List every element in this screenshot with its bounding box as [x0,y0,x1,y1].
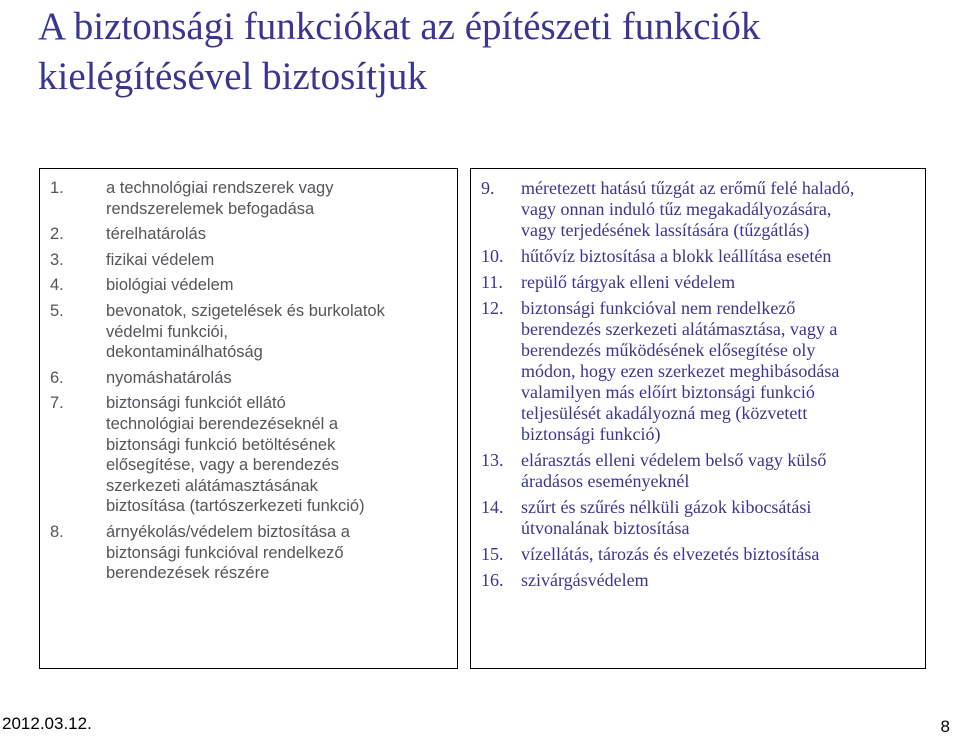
list-item-number: 11. [481,272,503,292]
list-item-line: módon, hogy ezen szerkezet meghibásodása [521,361,840,381]
list-item [50,522,385,584]
list-item-line: elárasztás elleni védelem belső vagy külső [521,450,827,470]
list-item-line: repülő tárgyak elleni védelem [521,272,736,292]
footer-date: 2012.03.12. [2,714,92,733]
list-item-number: 3. [50,250,64,269]
list-item-line: méretezett hatású tűzgát az erőmű felé haladó, [521,178,855,198]
list-item-line: szerkezeti alátámasztásának [106,476,318,495]
list-item-line: nyomáshatárolás [106,368,232,387]
list-item-line: biztonsági funkció) [521,424,661,444]
list-item-line: biológiai védelem [106,276,234,295]
list-item-line: biztonsági funkció betöltésének [106,435,336,454]
list-item-number: 1. [50,179,64,197]
list-item-text [106,275,385,296]
list-item-line: bevonatok, szigetelések és burkolatok [106,301,385,320]
list-item-line: valamilyen más előírt biztonsági funkció [521,382,815,402]
list-item [50,250,385,271]
slide-title-line: kielégítésével biztosítjuk [38,55,427,98]
list-item-line: szűrt és szűrés nélküli gázok kibocsátási [521,497,812,517]
right-function-list [481,178,854,591]
left-function-list [50,178,385,584]
list-item-line: útvonalának biztosítása [521,518,690,538]
list-item [481,298,854,445]
list-item-line: berendezések részére [106,564,270,583]
list-item-text [521,570,854,591]
list-item-line: szivárgásvédelem [521,570,649,590]
list-item [481,570,854,591]
list-item-line: vagy onnan induló tűz megakadályozására, [521,199,832,219]
list-item-line: a technológiai rendszerek vagy [106,179,334,197]
list-item [481,178,854,241]
list-item-number: 2. [50,225,64,244]
list-item [481,497,854,539]
list-item-line: térelhatárolás [106,225,206,244]
list-item [481,246,854,267]
list-item-line: fizikai védelem [106,250,215,269]
list-item-text [521,298,854,445]
list-item [481,272,854,293]
list-item [481,544,854,565]
slide-title-line: A biztonsági funkciókat az építészeti funkciók [38,5,761,48]
list-item [50,224,385,245]
list-item-text [106,368,385,389]
list-item-text [521,450,854,492]
list-item-number: 9. [481,178,495,198]
list-item [50,178,385,219]
list-item-line: áradásos eseményeknél [521,471,690,491]
list-item-line: hűtővíz biztosítása a blokk leállítása esetén [521,246,832,266]
list-item-text [521,178,854,241]
list-item-text [106,393,385,517]
list-item-line: rendszerelemek befogadása [106,199,315,218]
list-item-line: biztosítása (tartószerkezeti funkció) [106,497,365,516]
list-item [481,450,854,492]
list-item-number: 4. [50,276,64,295]
slide-title [38,2,938,102]
list-item-text [106,178,385,219]
list-item-line: vízellátás, tározás és elvezetés biztosítása [521,544,820,564]
list-item-text [106,224,385,245]
list-item-line: technológiai berendezéseknél a [106,414,339,433]
list-item-line: vagy terjedésének lassítására (tűzgátlás) [521,220,810,240]
list-item [50,275,385,296]
list-item-number: 14. [481,497,504,517]
list-item [50,393,385,517]
right-content-box [470,168,926,669]
list-item-line: teljesülését akadályozná meg (közvetett [521,403,808,423]
list-item-number: 7. [50,394,64,413]
list-item-text [106,522,385,584]
list-item [50,301,385,363]
left-content-box [39,168,458,669]
list-item-number: 10. [481,246,504,266]
list-item-line: dekontaminálhatóság [106,343,263,362]
list-item-text [521,497,854,539]
list-item-text [106,250,385,271]
list-item-text [521,272,854,293]
list-item-text [521,544,854,565]
list-item [50,368,385,389]
list-item-line: elősegítése, vagy a berendezés [106,456,339,475]
list-item-number: 12. [481,298,504,318]
list-item-text [106,301,385,363]
list-item-number: 15. [481,544,504,564]
list-item-text [521,246,854,267]
list-item-number: 16. [481,570,504,590]
list-item-number: 6. [50,368,64,387]
list-item-line: berendezés szerkezeti alátámasztása, vagy a [521,319,838,339]
page-number: 8 [940,717,950,736]
list-item-line: árnyékolás/védelem biztosítása a [106,522,350,541]
list-item-line: biztonsági funkcióval rendelkező [106,543,344,562]
list-item-line: védelmi funkciói, [106,322,228,341]
list-item-number: 5. [50,301,64,320]
list-item-line: biztonsági funkcióval nem rendelkező [521,298,796,318]
list-item-line: berendezés működésének elősegítése oly [521,340,816,360]
list-item-number: 13. [481,450,504,470]
list-item-number: 8. [50,522,64,541]
list-item-line: biztonsági funkciót ellátó [106,394,286,413]
